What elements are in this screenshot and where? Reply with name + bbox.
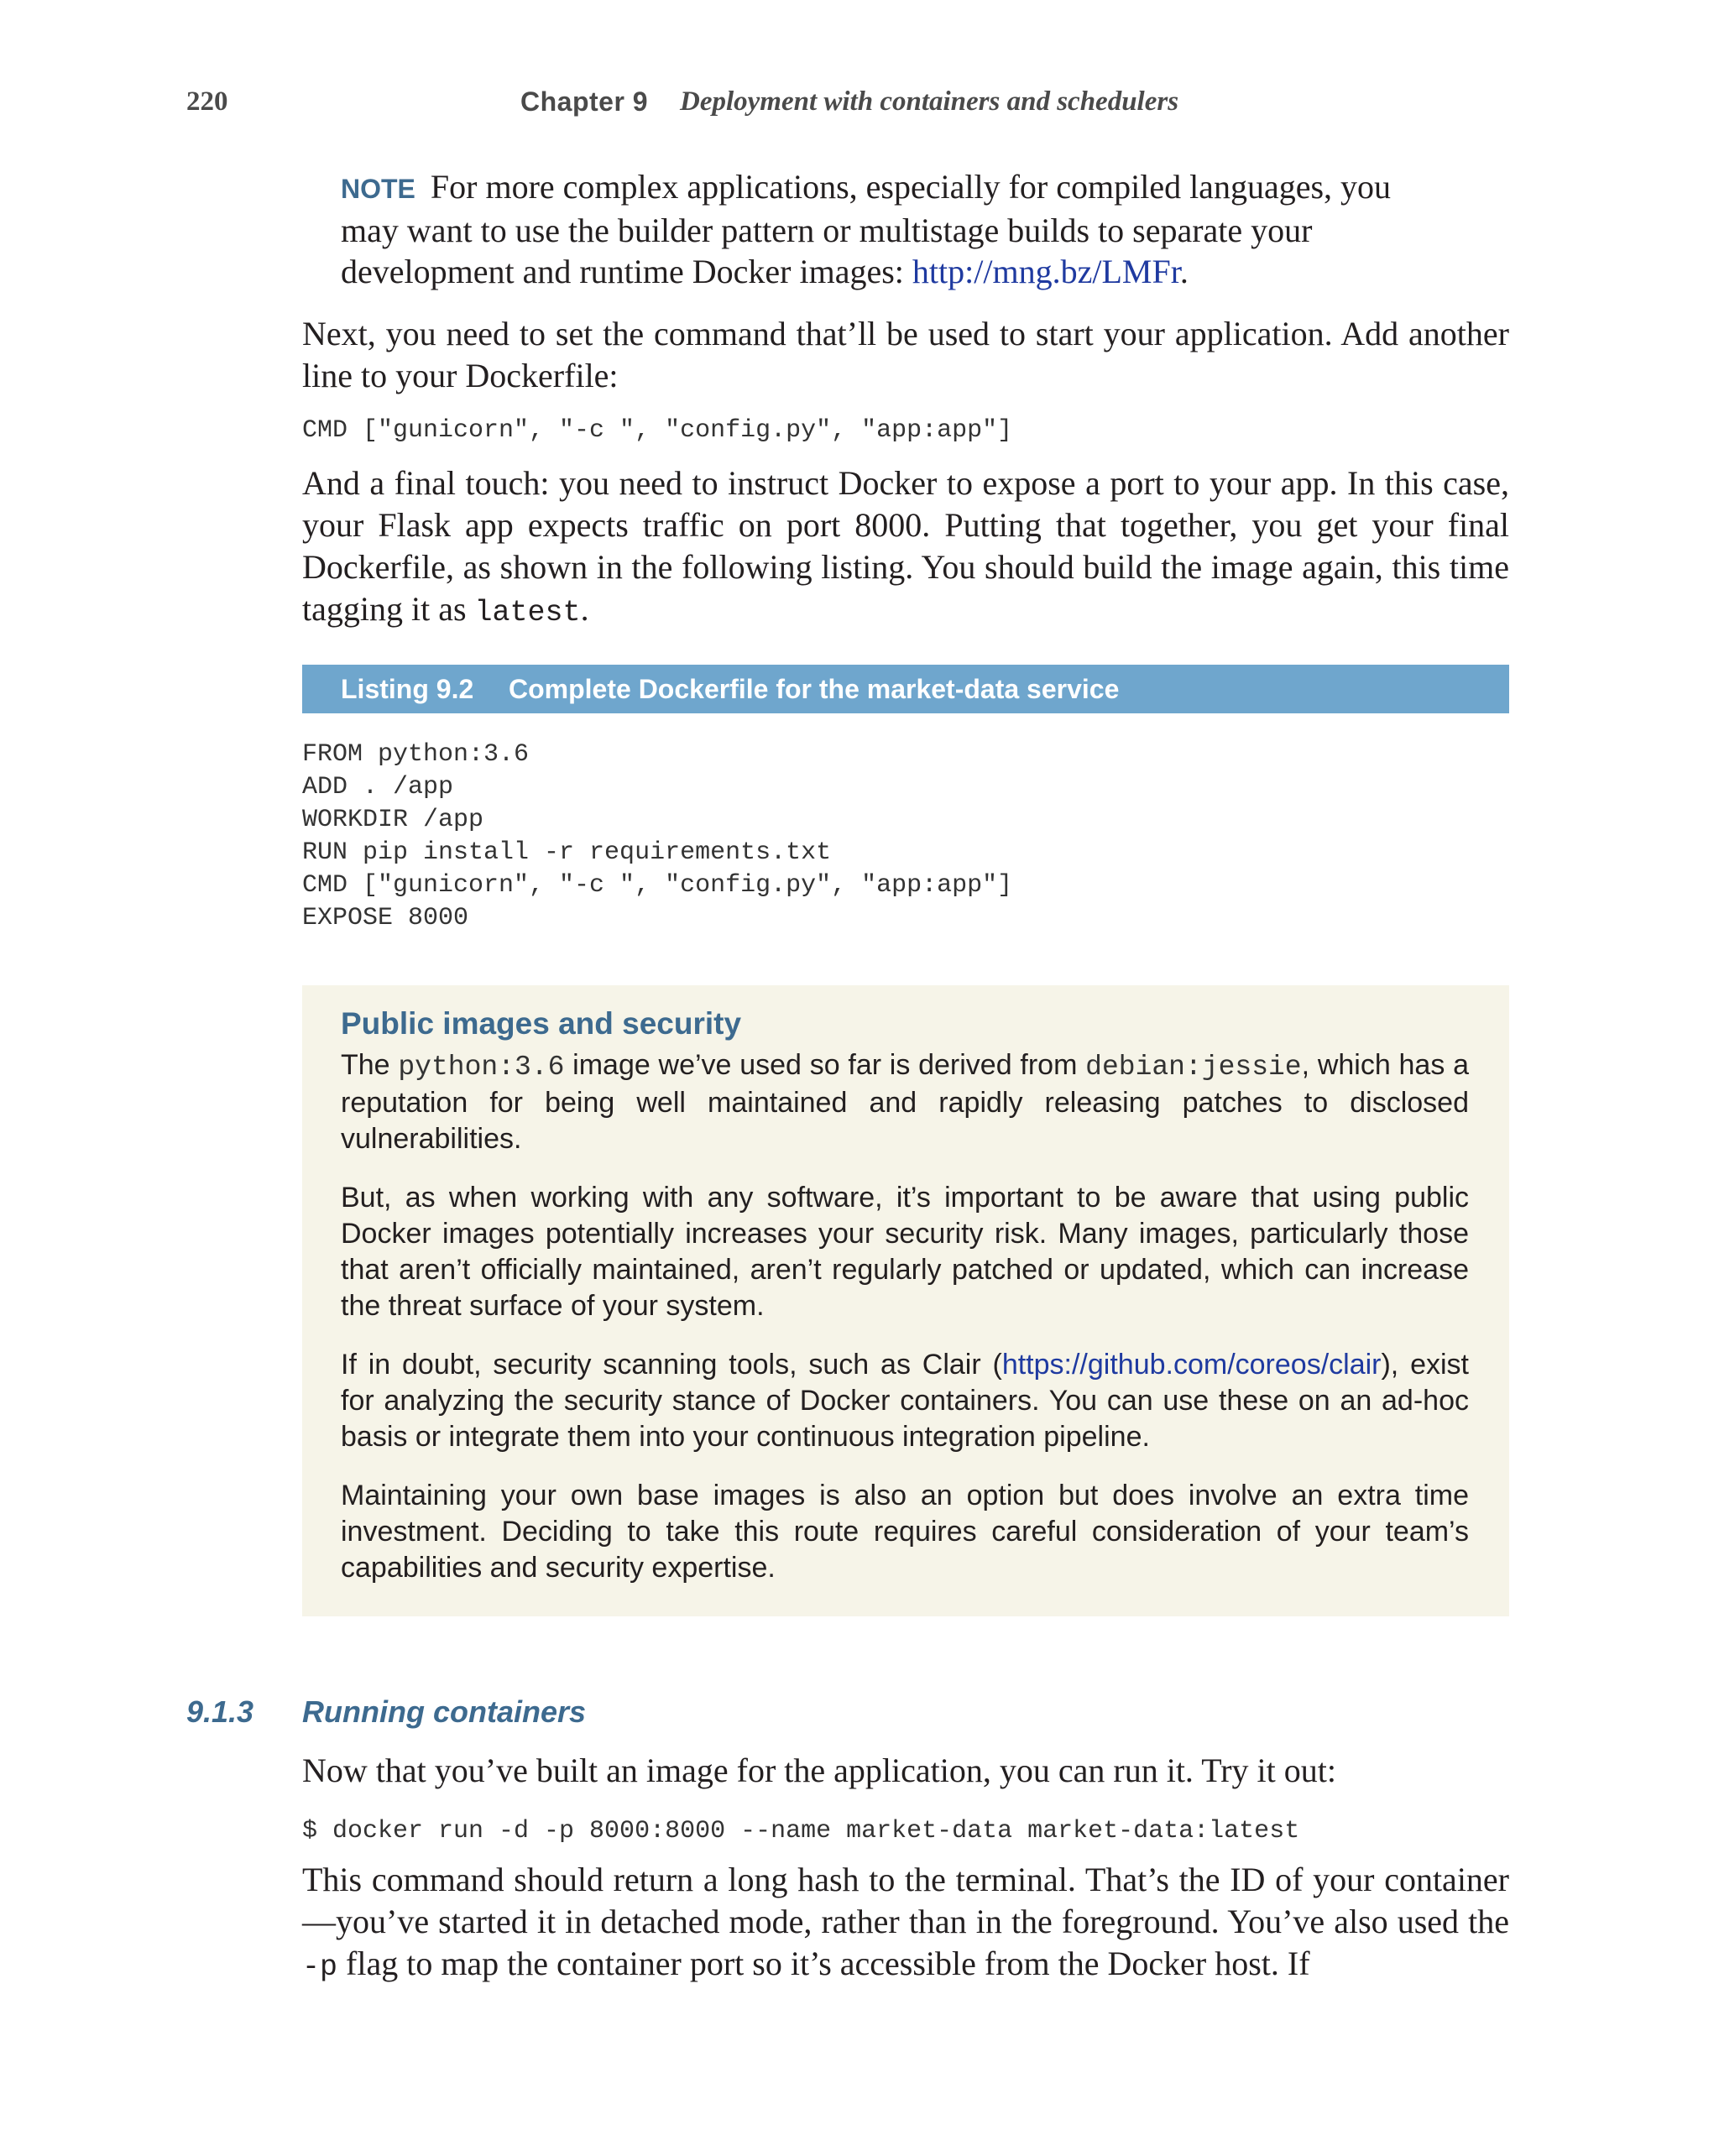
paragraph-final-touch-text: And a final touch: you need to instruct Docker to expose a port to your app. In this case, your Flask app expects traffic on port 8000. Putting that together, you get your final Dockerfile, as shown in the following listing. You should build the image again, this time tagging it as — [302, 464, 1509, 628]
listing-code — [302, 739, 1012, 935]
note-text: For more complex applications, especially for compiled languages, you may want to use the builder pattern or multistage builds to separate your development and runtime Docker images: — [341, 168, 1392, 290]
sidebar-paragraph-4: Maintaining your own base images is also an option but does involve an extra time investment. Deciding to take this route requires careful consideration of your team’s capabilities and security expertise. — [341, 1480, 1469, 1584]
paragraph-final-touch — [302, 462, 1509, 634]
page-number: 220 — [186, 86, 228, 117]
listing-title: Complete Dockerfile for the market-data service — [509, 674, 1120, 704]
listing-line: CMD ["gunicorn", "-c ", "config.py", "app:app"] — [302, 871, 1013, 900]
listing-line: EXPOSE 8000 — [302, 904, 469, 932]
section-number: 9.1.3 — [186, 1694, 254, 1729]
code-cmd-line: CMD ["gunicorn", "-c ", "config.py", "app:app"] — [302, 416, 1013, 445]
sidebar-text: The — [341, 1049, 399, 1081]
sidebar-text: ), exist for analyzing the security stance of Docker containers. You can use these on an ad-hoc basis or integrate them into your continuous integration pipeline. — [341, 1349, 1469, 1453]
listing-line: ADD . /app — [302, 773, 454, 801]
section-title: Running containers — [302, 1694, 587, 1729]
listing-line: FROM python:3.6 — [302, 740, 530, 769]
listing-line: RUN pip install -r requirements.txt — [302, 838, 832, 867]
inline-code-p-flag: -p — [302, 1950, 338, 1984]
inline-code-python: python:3.6 — [398, 1052, 565, 1083]
note-end: . — [1179, 253, 1189, 290]
sidebar-paragraph-2: But, as when working with any software, it’s important to be aware that using public Docker images potentially increases your security risk. Many images, particularly those that aren’t officially maintained, aren’t regularly patched or updated, which can increase the threat surface of your system. — [341, 1182, 1469, 1322]
sidebar-paragraph-3 — [341, 1347, 1469, 1455]
paragraph-final-touch-end: . — [580, 590, 589, 628]
inline-code-latest: latest — [474, 596, 581, 629]
note-label: NOTE — [341, 174, 415, 204]
listing-line: WORKDIR /app — [302, 806, 484, 834]
paragraph-text: This command should return a long hash to the terminal. That’s the ID of your container—you’ve started it in detached mode, rather than in the foreground. You’ve also used the — [302, 1861, 1509, 1940]
running-head — [186, 81, 1513, 123]
paragraph-text: flag to map the container port so it’s accessible from the Docker host. If — [337, 1945, 1310, 1982]
listing-number: Listing 9.2 — [341, 674, 474, 704]
listing-header — [302, 665, 1509, 713]
sidebar-text: If in doubt, security scanning tools, such as Clair ( — [341, 1349, 1002, 1381]
sidebar-text: , which has a reputation for being well maintained and rapidly releasing patches to disclosed vulnerabilities. — [341, 1049, 1469, 1155]
note-block — [341, 166, 1432, 292]
clair-link[interactable]: https://github.com/coreos/clair — [1001, 1349, 1382, 1381]
note-link[interactable]: http://mng.bz/LMFr — [912, 253, 1180, 290]
sidebar-paragraph-1 — [341, 1047, 1469, 1157]
paragraph-run-image: Now that you’ve built an image for the application, you can run it. Try it out: — [302, 1751, 1337, 1789]
paragraph-hash-return — [302, 1859, 1509, 1988]
code-docker-run: $ docker run -d -p 8000:8000 --name market-data market-data:latest — [302, 1817, 1300, 1845]
paragraph-next-command: Next, you need to set the command that’ll be used to start your application. Add another line to your Dockerfile: — [302, 315, 1509, 394]
sidebar-title: Public images and security — [341, 1006, 742, 1041]
sidebar-public-images — [302, 985, 1509, 1616]
sidebar-text: image we’ve used so far is derived from — [564, 1049, 1086, 1081]
chapter-label: Chapter 9 — [520, 86, 649, 117]
chapter-title: Deployment with containers and schedulers — [680, 86, 1179, 117]
inline-code-debian: debian:jessie — [1085, 1052, 1302, 1083]
